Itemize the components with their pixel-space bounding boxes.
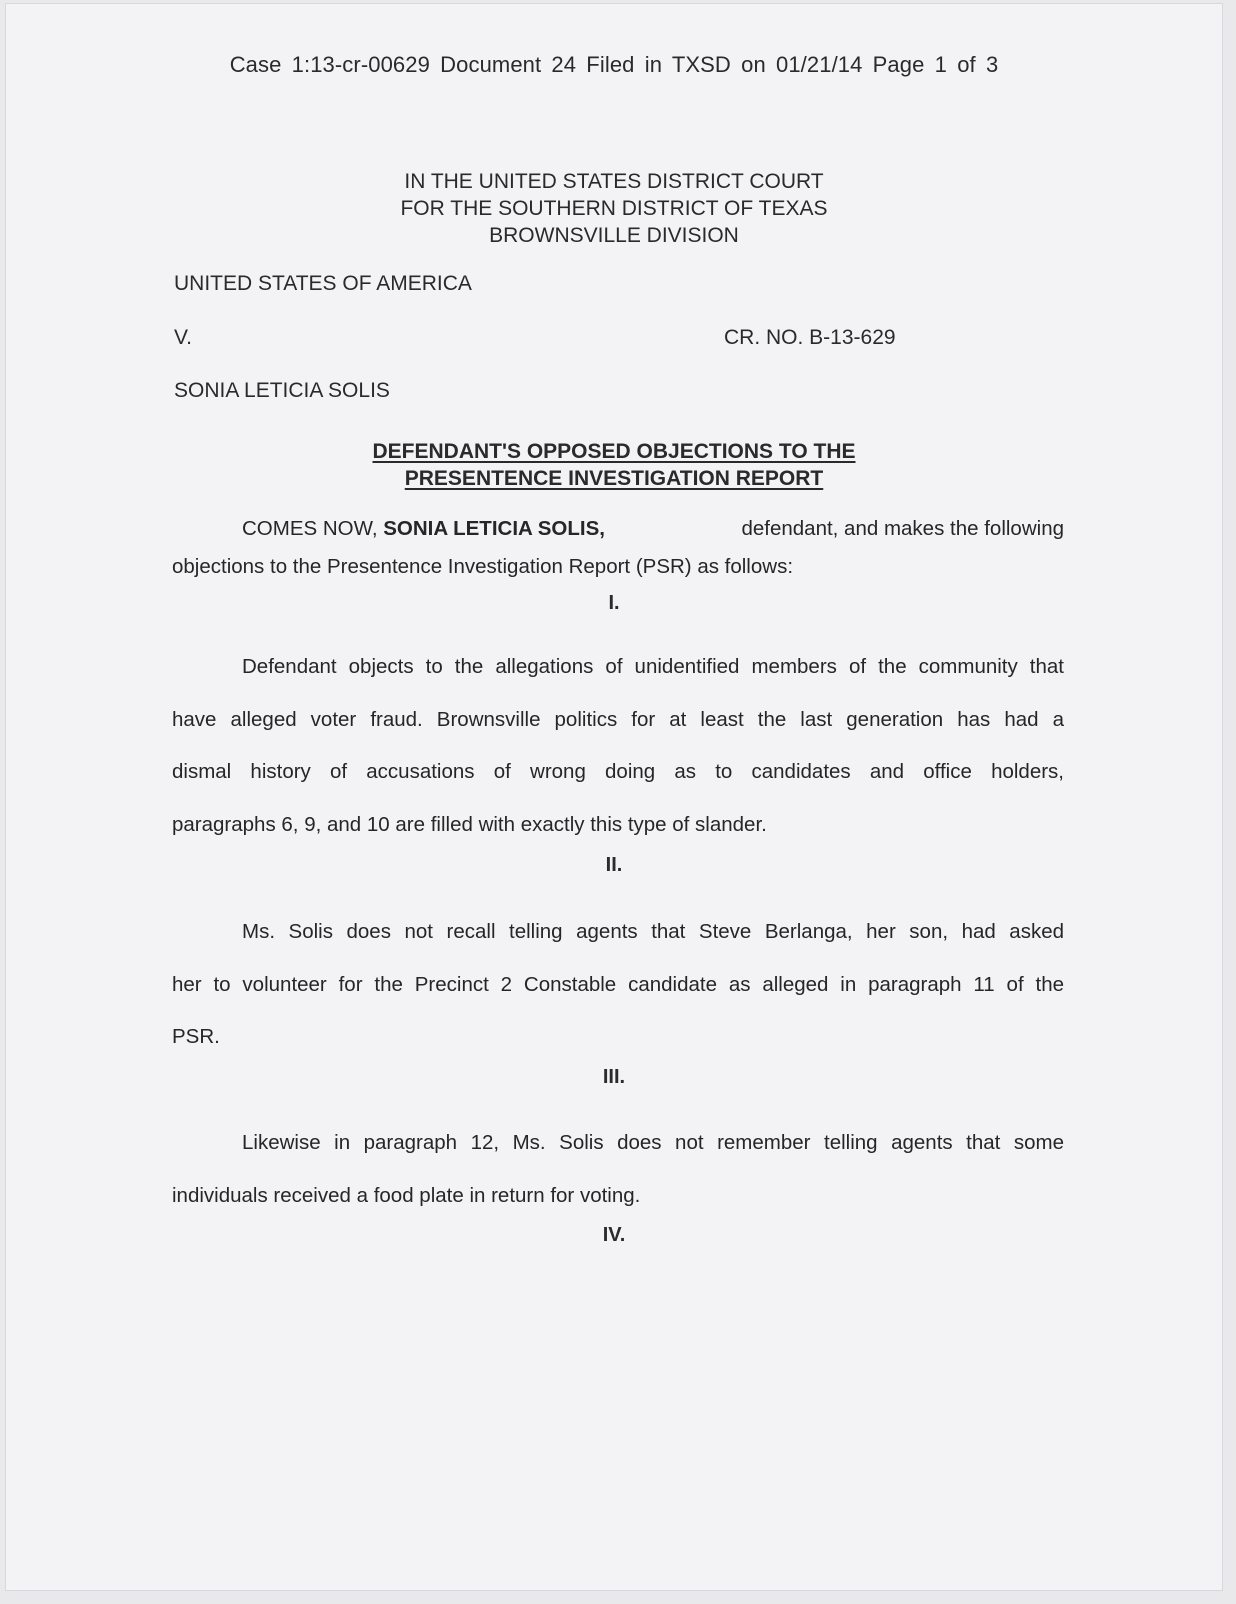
section-numeral-3: III. xyxy=(602,1066,626,1088)
court-name: IN THE UNITED STATES DISTRICT COURT xyxy=(404,170,824,193)
title-line-1: DEFENDANT'S OPPOSED OBJECTIONS TO THE xyxy=(372,440,856,463)
intro-rest: defendant, and makes the following xyxy=(741,517,1064,540)
section-2-paragraph xyxy=(172,906,1064,1064)
document-page xyxy=(6,4,1222,1590)
title-line-2: PRESENTENCE INVESTIGATION REPORT xyxy=(404,467,824,490)
case-header: Case 1:13-cr-00629 Document 24 Filed in TXSD on 01/21/14 Page 1 of 3 xyxy=(229,52,999,77)
intro-line-1 xyxy=(172,510,1064,548)
intro-lead: COMES NOW, xyxy=(242,517,378,540)
intro-line-2: objections to the Presentence Investigation Report (PSR) as follows: xyxy=(172,555,794,578)
plaintiff-name: UNITED STATES OF AMERICA xyxy=(174,272,472,295)
section-2-line: PSR. xyxy=(172,1025,220,1048)
section-1-paragraph xyxy=(172,641,1064,851)
intro-defendant-name: SONIA LETICIA SOLIS, xyxy=(383,517,605,540)
section-3-line: individuals received a food plate in return for voting. xyxy=(172,1183,641,1207)
section-2-line: her to volunteer for the Precinct 2 Constable candidate as alleged in paragraph 11 of the xyxy=(172,972,1064,996)
section-3-line: Likewise in paragraph 12, Ms. Solis does not remember telling agents that some xyxy=(242,1131,1064,1154)
section-2-line: Ms. Solis does not recall telling agents that Steve Berlanga, her son, had asked xyxy=(242,920,1064,943)
section-1-line: Defendant objects to the allegations of unidentified members of the community that xyxy=(242,655,1064,678)
court-heading xyxy=(6,168,1222,249)
section-1-line: dismal history of accusations of wrong doing as to candidates and office holders, xyxy=(172,760,1064,783)
intro-paragraph xyxy=(172,510,1064,586)
case-number: CR. NO. B-13-629 xyxy=(724,326,896,349)
defendant-name: SONIA LETICIA SOLIS xyxy=(174,379,390,402)
section-numeral-1: I. xyxy=(608,592,620,614)
versus-label: V. xyxy=(174,326,192,349)
court-division: BROWNSVILLE DIVISION xyxy=(489,224,739,247)
document-title xyxy=(6,438,1222,492)
section-1-line: paragraphs 6, 9, and 10 are filled with exactly this type of slander. xyxy=(172,812,767,836)
court-district: FOR THE SOUTHERN DISTRICT OF TEXAS xyxy=(400,197,828,220)
section-3-paragraph xyxy=(172,1117,1064,1222)
section-numeral-4: IV. xyxy=(602,1224,626,1246)
section-numeral-2: II. xyxy=(605,854,623,876)
section-1-line: have alleged voter fraud. Brownsville politics for at least the last generation has had a xyxy=(172,707,1064,731)
